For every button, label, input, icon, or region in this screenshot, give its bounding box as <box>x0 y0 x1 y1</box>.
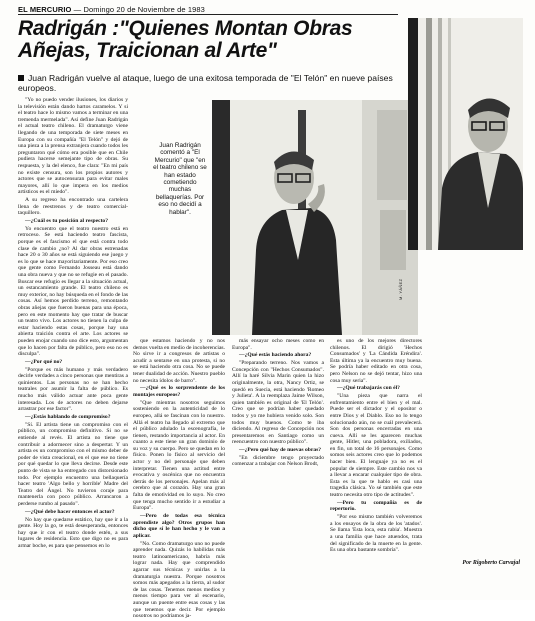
interview-question: —Pero tu compañía es de repertorio. <box>330 499 422 513</box>
article-paragraph: "Que mientras nosotros seguimos sosteniendo en la autenticidad de lo europeo, allá se fascinan con lo nuestro. Allá el teatro ha llegado al extremo que el público adulado la escenografía, le tienen, restando importancia al actor. En cuanto a este tiene un gran dominio de su voz y su cuerpo. Pero se quedan en lo físico. Ponen lo físico al servicio del actor y no del personaje que deben interpretar. Tienen una actitud entre evocativa y oscénica que no encuentra detrás de los personajes. Apelan más al cerebro que al corazón. Hay una gran falta de emotividad en lo suyo. No creo que tenga mucho sentido ir a estudiar a Europa". <box>133 399 225 512</box>
article-paragraph: más ensayar ocho meses como en Europa". <box>232 338 324 351</box>
article-paragraph: "Sí. El artista tiene un compromiso con el público, un compromiso definitivo. Si no se entiende al revés. El artista no tiene que contribuir a adormecer sino a despertar. Y un artista es un compromiso con el mismo deber de poder de vista creacional, en el que ese no tiene por qué quedar lo que lleva decirse. Desde este punto de vista se ha entregado con distorsionado todo. Por ejemplo encuentro una bellaquería hacer teatro 'Algo bello y horrible' Madre del Teatro del Ángel. No tuvieron coraje para mantenerla con poco público. Arrancaron a perderse rumbo al pasado". <box>18 421 128 507</box>
article-paragraph: No hay que quedarse estático, hay que ir a la gente. Hoy la go, te está desesperanda, entonces hay que ir con el teatro donde estén, a sus lugares de residencia. Esto que digo no es para armar boche, es para que pensemos en lo <box>18 516 128 549</box>
article-paragraph: Yo encuentro que el teatro nuestro está en retroceso. Se está haciendo teatro fascista, porque es el fascismo el que está contra todo clase de cambio ¿no? Al dar obras estrenadas hace 20 o 30 años se está siguiendo ese juego y es lo que se hace mayoritariamente. Por eso creo que gente como Fernando Josseau está dando una obra nueva y que no se refugie en el pasado. Buscar ese refugio es llegar a la situación actual, un estancamiento grande. El teatro chileno es muy exterior, no hay búsqueda en el fondo de las cosas. Así hemos perdido terreno, remontando obras añejas que fueron buenas para una época, pero en este momento hay que tratar de buscar un teatro vivo. Los actores no tienen la culpa de estar haciendo estas cosas, porque hay una abierta traición contra el arte. Los actores se pueden enojar cuando uno dice esto, argumentan que lo hacen por falta de público, pero eso no es disculpa". <box>18 225 128 358</box>
photo-radrigan-portrait-image <box>408 18 523 250</box>
article-paragraph: que estamos haciendo y no nos demos vuelta en medio de incoherencias. No sirve ir a congresos de artistas o acudir a sentarse en una protesta, si no se está haciendo otra cosa. No se puede tener dualidad de acción. Nuestro pueblo no necesita ídolos de barro". <box>133 338 225 384</box>
masthead-rule <box>18 14 398 15</box>
photo-caption: Juan Radrigán comentó a "El Mercurio" que "en el teatro chileno se han estado cometiendo muchas bellaquerías. Por eso no decidí a hablar". <box>153 142 207 216</box>
article-paragraph: "Preparando terreno. Nos vamos a Concepción con "Hechos Consumados". Allí la haré Silvia Marin quien la hizo originalmente, la otra, Nancy Ortiz, se quedó en Suecia, está haciendo 'Romeo y Julieta'. A la reemplaza Jaime Wilson, quien también es original de 'El Telón'. Creo que se podrían haber quedado todos y yo me hubiera venido solo. Son todos muy buenos. Como te iba diciendo. Al regreso de Concepción nos presentaremos en Santiago como un reencuentro con nuestro público". <box>232 360 324 446</box>
photo-radrigan-standing-image <box>212 100 418 335</box>
paper-name: EL MERCURIO <box>18 5 72 14</box>
interview-question: —Pero de todas esa técnica aprendiste algo? Otros grupos han dicho que sí le han hecho y le van a aplicar. <box>133 513 225 539</box>
interview-question: —¿Qué trabajarás con él? <box>337 385 400 392</box>
article-column-3 <box>232 338 324 469</box>
article-paragraph: A su regreso ha encontrado una cartelera llena de reestrenos y de teatro comercial-taquillero. <box>18 197 128 217</box>
interview-question: —¿Qué es lo sorprendente de los montajes europeos? <box>133 385 225 398</box>
article-paragraph: "Por eso mismo también volveremos a los ensayos de la obra de los 'atados'. Se llama 'Esta loca, esta rabia'. Muestra a una familia que hace atuendos, trata del significado de la muerte en la gente. Es una obra bastante sombría". <box>330 514 422 554</box>
article-paragraph: "Yo no puedo vender ilusiones, los diarios y la televisión están dando hartos caramelos. Y si el teatro hace lo mismo vamos a terminar en una tremenda mermelada". Así define Juan Radrigán el actual teatro chileno. El dramaturgo viene llegando de una temporada de siete meses en Europa con su compañía "El Telón" y dejó de una pieza a la prensa extranjera cuando todos les preguntaron qué cómo era posible que en Chile pudiera hacerse semejante tipo de obras. Su respuesta, y la del elenco, fue clara: "En mi país no existe censura, son los propios autores y actores que se autocensuran para evitar males mayores, allí lo que impera en los medios artísticos es el miedo". <box>18 97 128 196</box>
article-column-4 <box>330 338 422 555</box>
headline: Radrigán :"Quienes Montan Obras Añejas, Traicionan al Arte" <box>18 17 353 62</box>
interview-question: —¿Pero qué hay de nuevas obras? <box>239 447 322 454</box>
interview-question: —¿Qué debe hacer entonces el actor? <box>25 508 115 515</box>
interview-question: —¿Estás hablando de compromiso? <box>25 414 111 421</box>
article-paragraph: "En diciembre tengo proyectado comenzar a trabajar con Nelson Brodt, <box>232 454 324 468</box>
deck-text: Juan Radrigán vuelve al ataque, luego de una exitosa temporada de "El Telón" en nueve países europeos. <box>18 73 393 93</box>
interview-question: —¿Qué estás haciendo ahora? <box>239 352 312 359</box>
article-column-1 <box>18 97 128 551</box>
photo-credit: M. YÁÑEZ <box>398 278 403 300</box>
issue-date: — Domingo 20 de Noviembre de 1983 <box>73 5 205 14</box>
photo-radrigan-portrait <box>408 18 523 250</box>
interview-question: —¿Por qué no? <box>25 358 63 365</box>
deck <box>18 73 403 93</box>
article-column-2 <box>133 338 225 621</box>
byline: Por Rigoberto Carvajal <box>462 560 520 566</box>
article-paragraph: "Una pieza que narra el enfrentamiento entre el bien y el mal. Puede ser el dictador y el opositor o entre Dios y el Diablo. Eso no lo tengo solucionado aún, no se cuál prevalecerá. Son dos personas encerradas en una cueva. Allí se les aparecen muchas gente, Hitler, una pobladora, exiliados, en fin, un total de 16 personajes. Como somos seis actores creo que lo podemos hacer bien. El lenguaje ya no es el popular de siempre. Este cambio nos va a llevar a encarar cualquier tipo de obra. Esta es la que te hablo es casi una tragedia clásica. Yo sé también que este teatro necesita otro tipo de actitudes". <box>330 393 422 499</box>
article-paragraph: es uno de los mejores directores chilenos. El dirigió 'Hechos Consumados' y 'La Cándida Eréndira'. Esta última ya la encuentro muy buena. Se podría haber editado en otra cosa, pero Nelson no se dejó tentar, hizo una cosa muy seria". <box>330 338 422 384</box>
photo-radrigan-standing <box>212 100 418 335</box>
article-paragraph: "No. Como dramaturgo uno no puede aprender nada. Quizás lo habilidas más teatro latinoamericano, habría más lograr nada. Hay que comprendido agarrar sus técnicas y unirlas a la dramaturgia nuestra. Porque nosotros somos más apegados a la tierra, al sudor de las cosas. Tenemos menos medios y menos tiempo para ver al escenario, aunque un puente entre esas cosas y las que tenemos que decir. Por ejemplo nosotros no podríamos ja- <box>133 540 225 620</box>
masthead <box>18 5 205 14</box>
interview-question: —¿Cuál es tu posición al respecto? <box>25 218 109 225</box>
bullet-square-icon <box>18 75 24 81</box>
article-paragraph: "Porque es más humano y más verdadero decirle verdades a cinco personas que mentiras a quinientos. Las personas no se han hecho teatrales por asumir la falta de público. Es mucho más válido actuar ante poca gente interesada. Los de actores no deben dejarse arrastrar por ese factor". <box>18 366 128 413</box>
